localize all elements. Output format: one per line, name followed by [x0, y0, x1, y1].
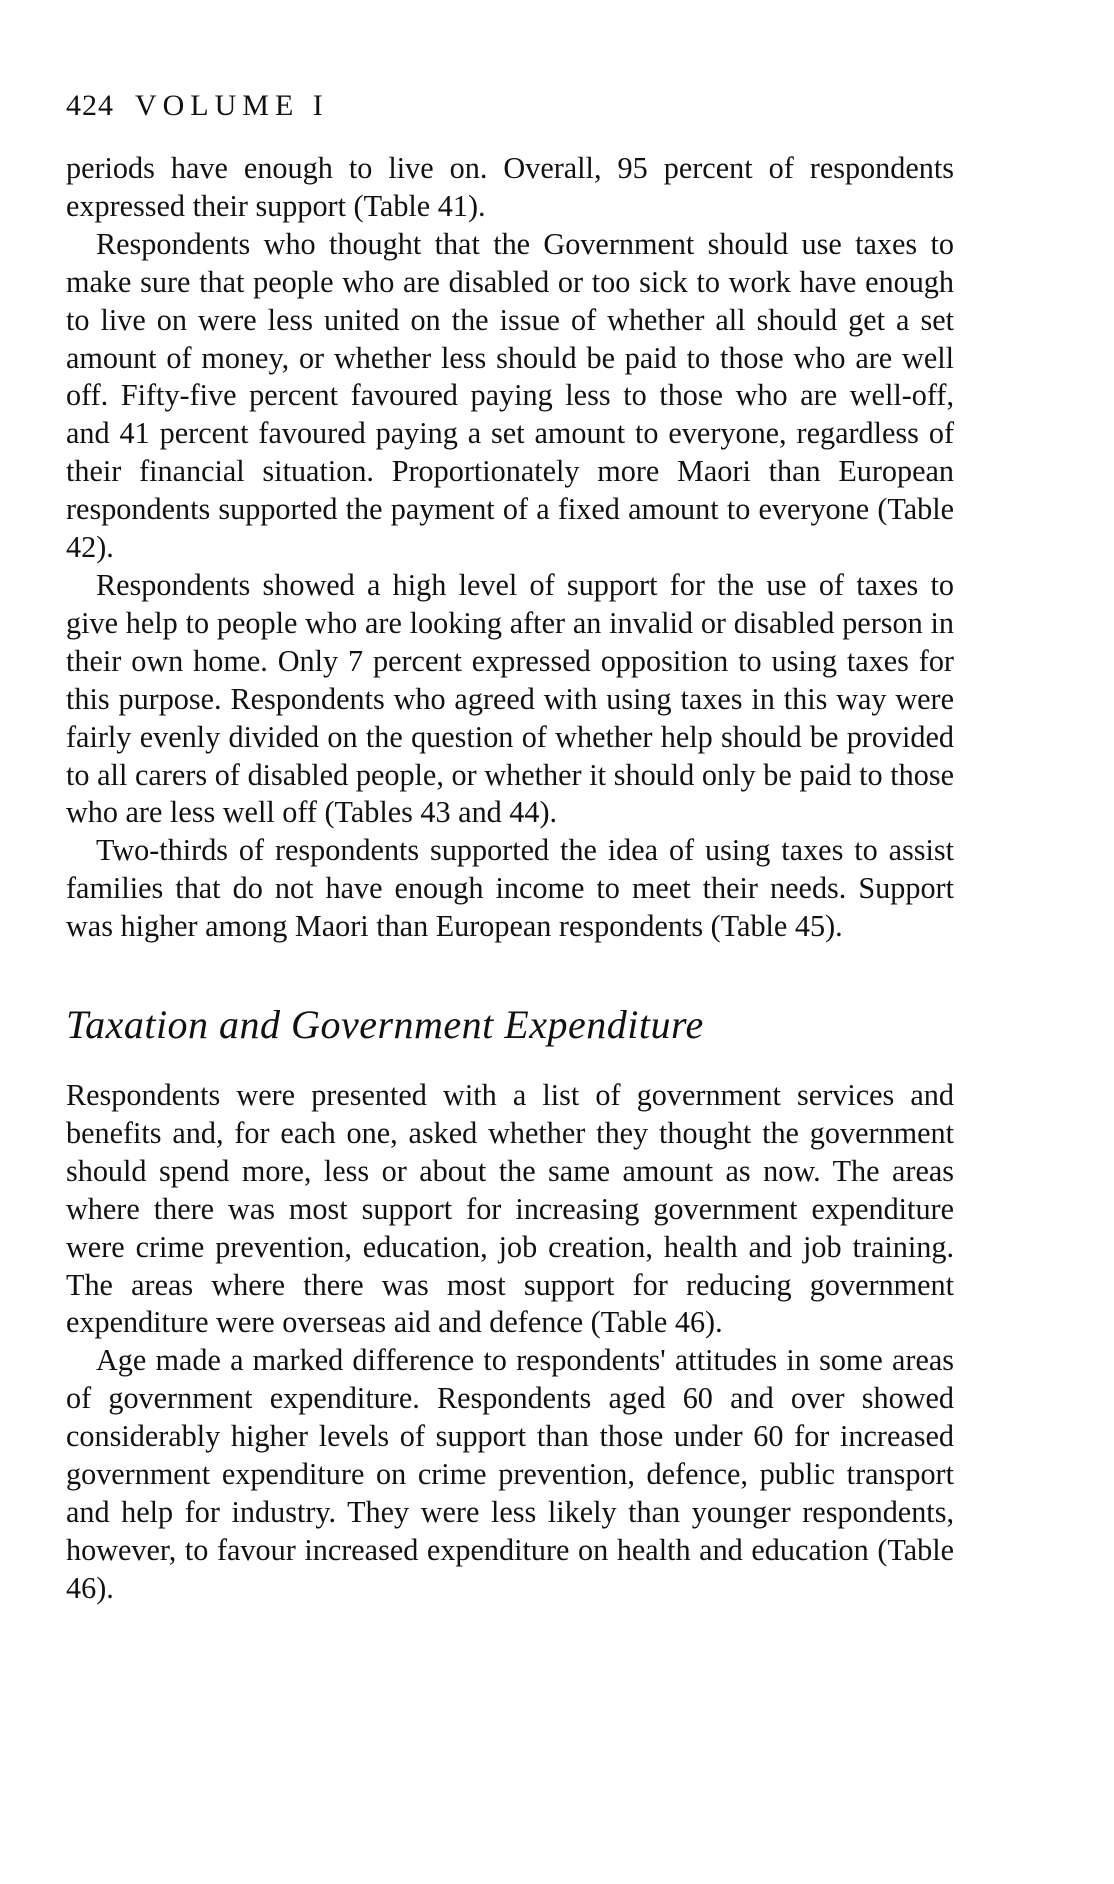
- paragraph: Age made a marked difference to respondents' attitudes in some areas of government expenditure. Respondents aged 60 and over showed considerably higher levels of support than those under 60 for increased government expenditure on crime prevention, defence, public transport and help for industry. They were less likely than younger respondents, however, to favour increased expenditure on health and education (Table 46).: [66, 1343, 954, 1605]
- document-page: [66, 86, 954, 1608]
- paragraph: Respondents showed a high level of support for the use of taxes to give help to people who are looking after an invalid or disabled person in their own home. Only 7 percent expressed opposition to using taxes for this purpose. Respondents who agreed with using taxes in this way were fairly evenly divided on the question of whether help should be provided to all carers of disabled people, or whether it should only be paid to those who are less well off (Tables 43 and 44).: [66, 567, 954, 830]
- volume-label: VOLUME I: [134, 89, 329, 122]
- paragraph-continued: periods have enough to live on. Overall, 95 percent of respondents expressed their support (Table 41).: [66, 151, 954, 223]
- running-header: [66, 86, 954, 126]
- paragraph: Two-thirds of respondents supported the idea of using taxes to assist families that do not have enough income to meet their needs. Support was higher among Maori than European respondents (Table 45).: [66, 833, 954, 944]
- paragraph: Respondents were presented with a list of government services and benefits and, for each one, asked whether they thought the government should spend more, less or about the same amount as now. The areas where there was most support for increasing government expenditure were crime prevention, education, job creation, health and job training. The areas where there was most support for reducing government expenditure were overseas aid and defence (Table 46).: [66, 1078, 954, 1340]
- section-heading: Taxation and Government Expenditure: [66, 1002, 704, 1048]
- paragraph: Respondents who thought that the Government should use taxes to make sure that people who are disabled or too sick to work have enough to live on were less united on the issue of whether all should get a set amount of money, or whether less should be paid to those who are well off. Fifty-five percent favoured paying less to those who are well-off, and 41 percent favoured paying a set amount to everyone, regardless of their financial situation. Proportionately more Maori than European respondents supported the payment of a fixed amount to everyone (Table 42).: [66, 226, 954, 565]
- page-number: 424: [66, 89, 114, 122]
